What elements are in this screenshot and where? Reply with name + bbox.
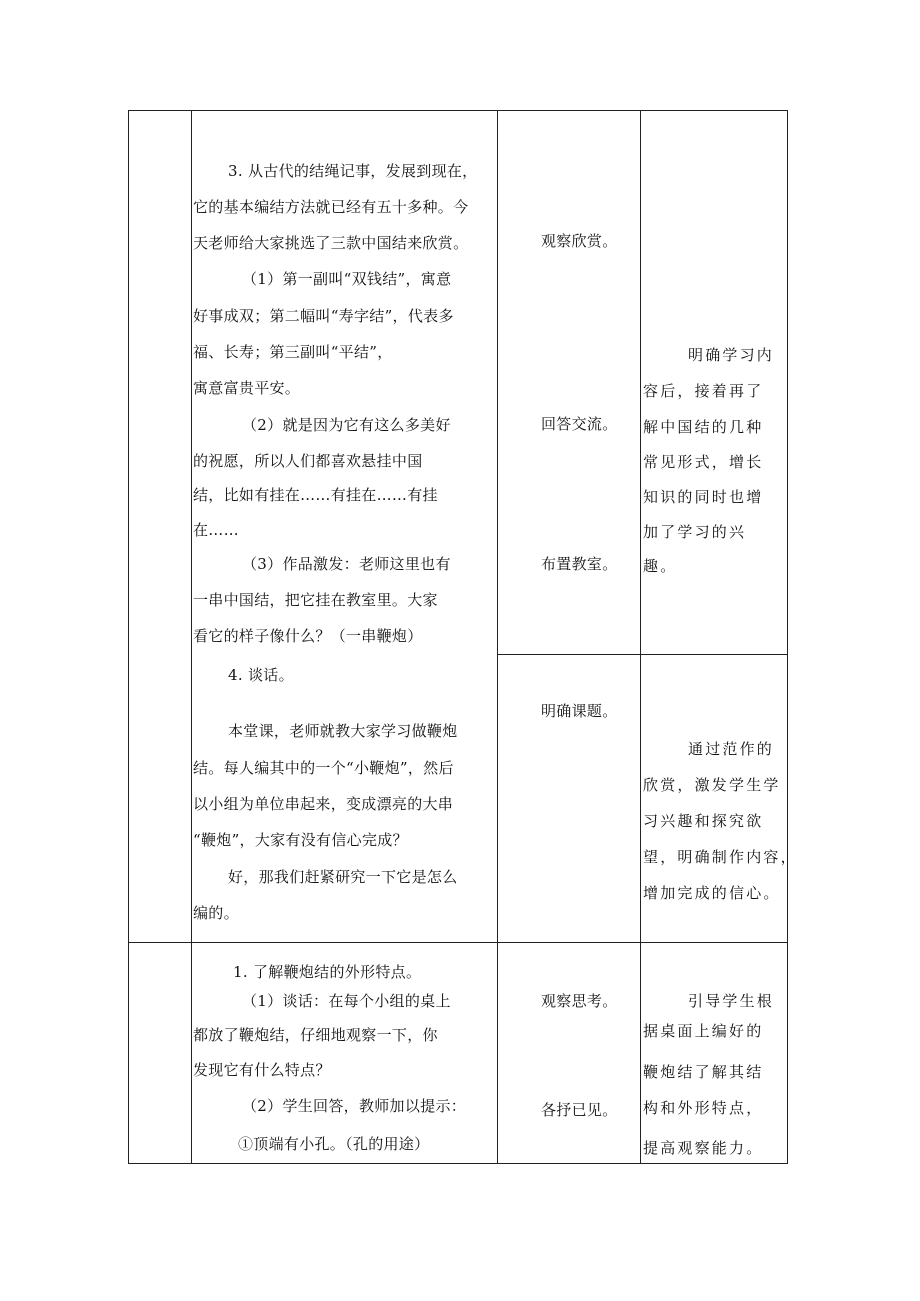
content-line: 1. 了解鞭炮结的外形特点。 <box>233 963 422 981</box>
content-line: （3）作品激发：老师这里也有 <box>242 555 451 573</box>
intent-line: 据桌面上编好的 <box>643 1022 764 1040</box>
content-line: 4. 谈话。 <box>228 666 294 684</box>
content-line: 在…… <box>193 521 239 539</box>
column-divider-2 <box>497 110 498 1163</box>
row-divider-2 <box>128 942 787 943</box>
content-line: 看它的样子像什么？（一串鞭炮） <box>193 627 423 645</box>
content-line: 天老师给大家挑选了三款中国结来欣赏。 <box>193 234 469 252</box>
content-line: “鞭炮”，大家有没有信心完成？ <box>193 831 408 849</box>
content-line: 结，比如有挂在……有挂在……有挂 <box>193 486 438 504</box>
intent-line: 望，明确制作内容， <box>643 848 798 866</box>
content-line: 3. 从古代的结绳记事，发展到现在， <box>228 162 478 180</box>
content-line: ①顶端有小孔。（孔的用途） <box>238 1135 430 1153</box>
intent-line: 通过范作的 <box>688 740 775 758</box>
student-activity: 明确课题。 <box>541 702 618 720</box>
content-line: （1）谈话：在每个小组的桌上 <box>242 992 451 1010</box>
intent-line: 知识的同时也增 <box>643 488 764 506</box>
content-line: 它的基本编结方法就已经有五十多种。今 <box>193 198 469 216</box>
student-activity: 观察欣赏。 <box>541 232 618 250</box>
column-divider-3 <box>640 110 641 1163</box>
row-divider-1 <box>497 654 787 655</box>
intent-line: 增加完成的信心。 <box>643 884 781 902</box>
content-line: 以小组为单位串起来，变成漂亮的大串 <box>193 795 454 813</box>
intent-line: 明确学习内 <box>688 346 775 364</box>
intent-line: 欣赏，激发学生学 <box>643 776 781 794</box>
intent-line: 加了学习的兴 <box>643 523 747 541</box>
content-line: 好事成双；第二幅叫“寿字结”，代表多 <box>193 307 454 325</box>
column-divider-1 <box>191 110 192 1163</box>
intent-line: 容后，接着再了 <box>643 382 764 400</box>
intent-line: 引导学生根 <box>688 992 775 1010</box>
content-line: （2）就是因为它有这么多美好 <box>242 416 451 434</box>
intent-line: 常见形式，增长 <box>643 453 764 471</box>
content-line: （2）学生回答，教师加以提示： <box>242 1097 467 1115</box>
intent-line: 构和外形特点， <box>643 1099 764 1117</box>
content-line: （1）第一副叫“双钱结”，寓意 <box>242 270 452 288</box>
student-activity: 回答交流。 <box>541 415 618 433</box>
content-line: 的祝愿，所以人们都喜欢悬挂中国 <box>193 452 423 470</box>
intent-line: 解中国结的几种 <box>643 418 764 436</box>
content-line: 寓意富贵平安。 <box>193 379 301 397</box>
content-line: 结。每人编其中的一个“小鞭炮”，然后 <box>193 759 454 777</box>
content-line: 发现它有什么特点？ <box>193 1061 331 1079</box>
content-line: 都放了鞭炮结，仔细地观察一下，你 <box>193 1026 438 1044</box>
student-activity: 观察思考。 <box>541 992 618 1010</box>
intent-line: 习兴趣和探究欲 <box>643 812 764 830</box>
intent-line: 趣。 <box>643 557 678 575</box>
intent-line: 提高观察能力。 <box>643 1139 764 1157</box>
student-activity: 各抒已见。 <box>541 1101 618 1119</box>
content-line: 福、长寿；第三副叫“平结”， <box>193 343 393 361</box>
intent-line: 鞭炮结了解其结 <box>643 1063 764 1081</box>
student-activity: 布置教室。 <box>541 555 618 573</box>
content-line: 好，那我们赶紧研究一下它是怎么 <box>228 868 458 886</box>
content-line: 一串中国结，把它挂在教室里。大家 <box>193 591 438 609</box>
content-line: 本堂课，老师就教大家学习做鞭炮 <box>228 722 458 740</box>
content-line: 编的。 <box>193 904 239 922</box>
